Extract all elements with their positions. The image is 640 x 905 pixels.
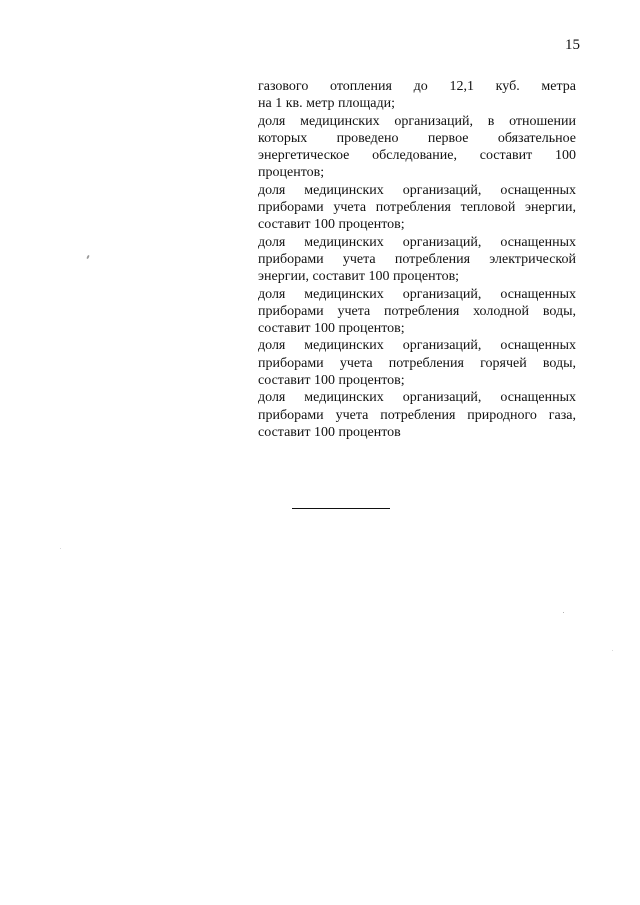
- paragraph-line: на 1 кв. метр площади;: [258, 96, 395, 112]
- end-separator-line: [292, 508, 390, 509]
- scan-speck: [563, 612, 564, 613]
- page-number: 15: [565, 37, 580, 53]
- scan-speck: [86, 255, 90, 259]
- paragraph-line: газового отопления до 12,1 куб. метра: [258, 79, 576, 94]
- paragraph-energy-audit: доля медицинских организаций, в отношении которых проведено первое обязательное энергетическое обследование, составит 100 процентов;: [258, 113, 576, 181]
- paragraph-heat-meters: доля медицинских организаций, оснащенных приборами учета потребления тепловой энергии, составит 100 процентов;: [258, 182, 576, 233]
- document-body: [258, 78, 576, 441]
- scan-speck: [612, 650, 613, 651]
- paragraph-heating-norm: [258, 78, 576, 113]
- paragraph-gas-meters: доля медицинских организаций, оснащенных приборами учета потребления природного газа, составит 100 процентов: [258, 390, 576, 440]
- paragraph-electric-meters: доля медицинских организаций, оснащенных приборами учета потребления электрической энергии, составит 100 процентов;: [258, 234, 576, 285]
- paragraph-hot-water-meters: доля медицинских организаций, оснащенных приборами учета потребления горячей воды, составит 100 процентов;: [258, 338, 576, 389]
- scan-speck: [60, 548, 61, 549]
- paragraph-cold-water-meters: доля медицинских организаций, оснащенных приборами учета потребления холодной воды, составит 100 процентов;: [258, 286, 576, 337]
